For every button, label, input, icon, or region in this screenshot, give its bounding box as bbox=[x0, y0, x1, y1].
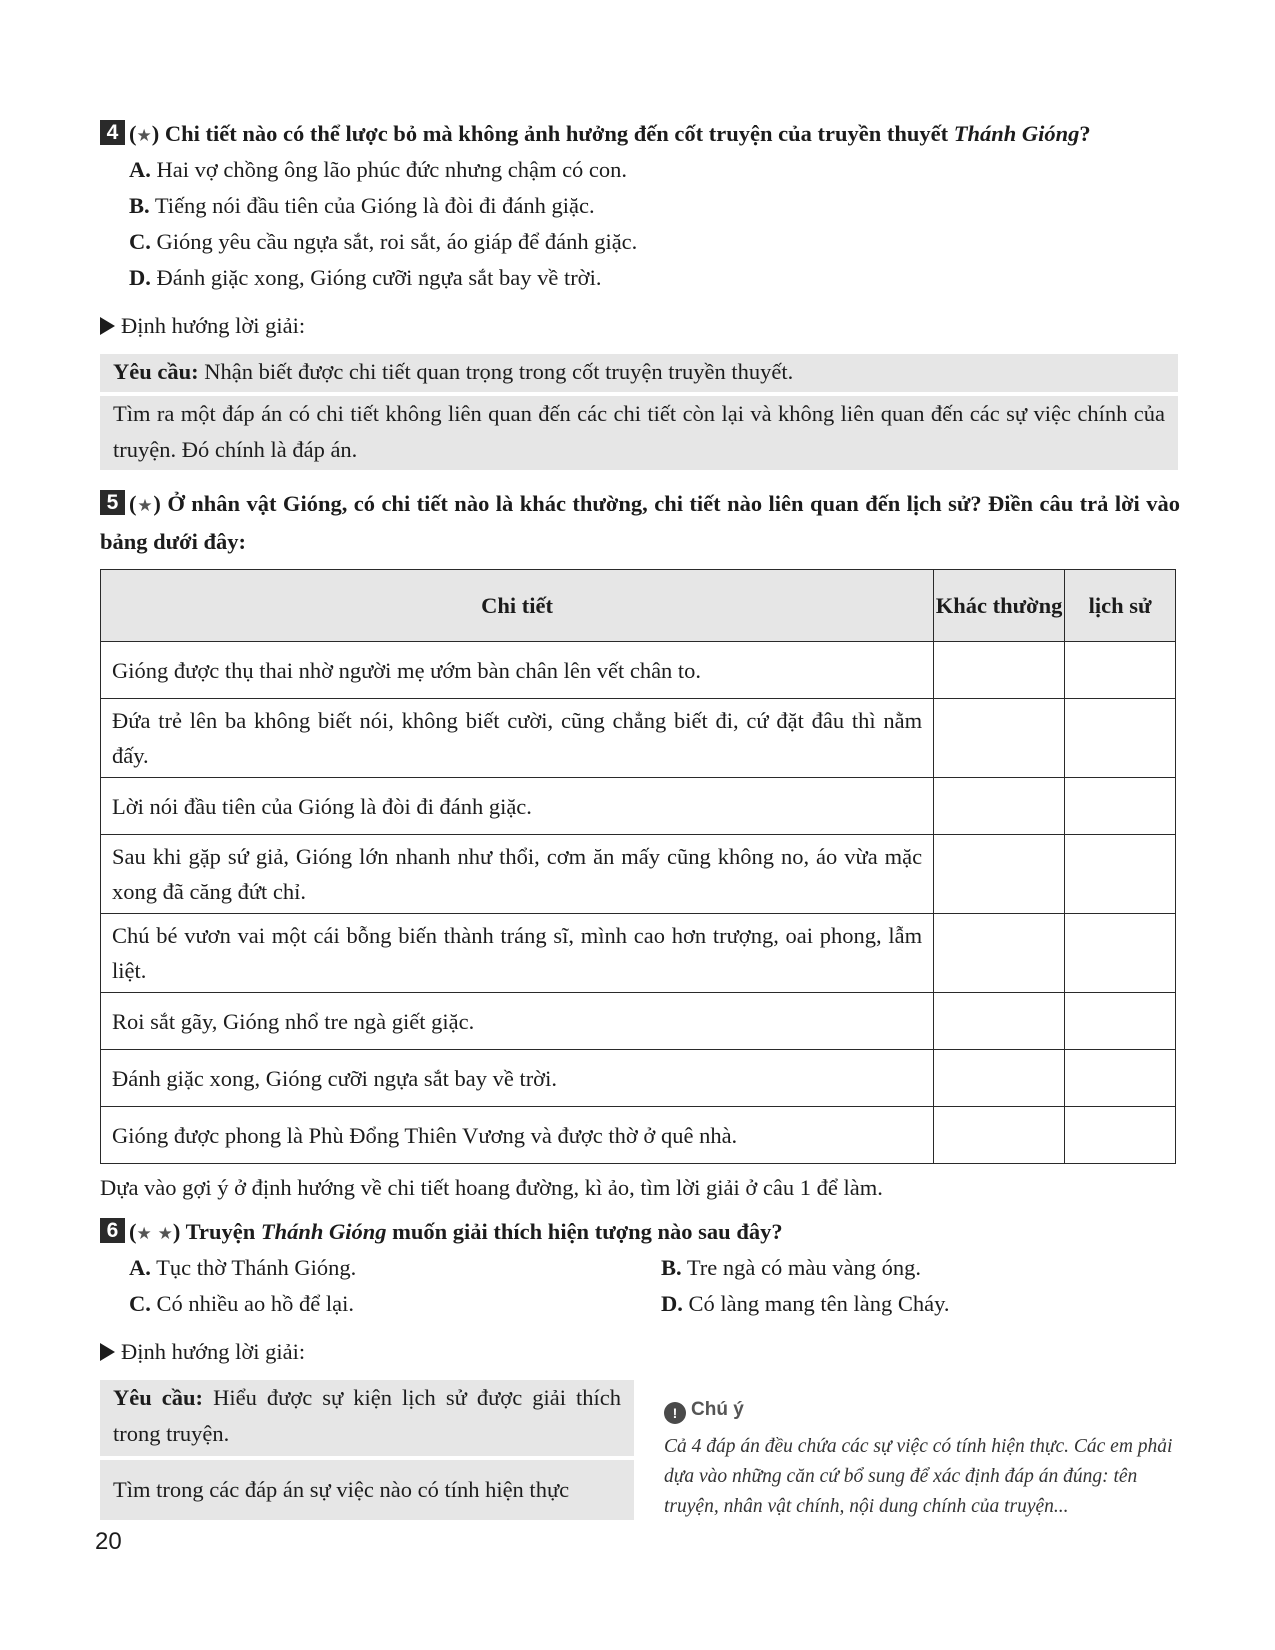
history-answer-cell[interactable] bbox=[1065, 914, 1176, 993]
question-number-badge: 5 bbox=[100, 490, 125, 515]
q4-option-c: C. Gióng yêu cầu ngựa sắt, roi sắt, áo giáp để đánh giặc. bbox=[129, 229, 638, 254]
table-header-row bbox=[101, 570, 1176, 642]
history-answer-cell[interactable] bbox=[1065, 1107, 1176, 1164]
unusual-answer-cell[interactable] bbox=[934, 642, 1065, 699]
star-icon: ★ bbox=[136, 126, 152, 146]
question-4-heading: 4 (★) Chi tiết nào có thể lược bỏ mà không ảnh hưởng đến cốt truyện của truyền thuyết Thánh Gióng? bbox=[100, 116, 1180, 154]
attention-text: Cả 4 đáp án đều chứa các sự việc có tính hiện thực. Các em phải dựa vào những căn cứ bổ sung để xác định đáp án đúng: tên truyện, nhân vật chính, nội dung chính của truyện... bbox=[664, 1436, 1173, 1517]
q6-solution-guide: Định hướng lời giải: bbox=[100, 1334, 305, 1369]
page-number: 20 bbox=[95, 1528, 122, 1555]
question-5-heading: 5 (★) Ở nhân vật Gióng, có chi tiết nào là khác thường, chi tiết nào liên quan đến lịch sử? Điền câu trả lời vào bảng dưới đây: bbox=[100, 491, 1181, 554]
q6-option-c: C. Có nhiều ao hồ để lại. bbox=[129, 1291, 354, 1316]
q6-hint-box: Tìm trong các đáp án sự việc nào có tính hiện thực bbox=[100, 1460, 634, 1520]
history-answer-cell[interactable] bbox=[1065, 1050, 1176, 1107]
story-title: Thánh Gióng bbox=[260, 1219, 387, 1244]
history-answer-cell[interactable] bbox=[1065, 993, 1176, 1050]
history-answer-cell[interactable] bbox=[1065, 699, 1176, 778]
star-icon: ★ bbox=[136, 496, 154, 516]
history-answer-cell[interactable] bbox=[1065, 642, 1176, 699]
table-row: Đánh giặc xong, Gióng cưỡi ngựa sắt bay về trời. bbox=[101, 1050, 1176, 1107]
history-answer-cell[interactable] bbox=[1065, 835, 1176, 914]
q4-requirement-box: Yêu cầu: Nhận biết được chi tiết quan trọng trong cốt truyện truyền thuyết. bbox=[100, 354, 1178, 392]
q4-hint-box: Tìm ra một đáp án có chi tiết không liên quan đến các chi tiết còn lại và không liên quan đến các sự việc chính của truyện. Đó chính là đáp án. bbox=[100, 396, 1178, 470]
question-5-text: Ở nhân vật Gióng, có chi tiết nào là khác thường, chi tiết nào liên quan đến lịch sử? Điền câu trả lời vào bảng dưới đây: bbox=[100, 491, 1181, 554]
header-history: lịch sử bbox=[1065, 570, 1176, 642]
unusual-answer-cell[interactable] bbox=[934, 835, 1065, 914]
table-row: Gióng được phong là Phù Đổng Thiên Vương và được thờ ở quê nhà. bbox=[101, 1107, 1176, 1164]
triangle-bullet-icon bbox=[100, 317, 115, 335]
attention-heading: ! Chú ý bbox=[664, 1396, 744, 1424]
question-6-heading: 6 (★ ★) Truyện Thánh Gióng muốn giải thích hiện tượng nào sau đây? bbox=[100, 1214, 1180, 1252]
story-title: Thánh Gióng bbox=[953, 121, 1080, 146]
question-6-text: Truyện bbox=[185, 1219, 261, 1244]
header-unusual: Khác thường bbox=[934, 570, 1065, 642]
table-row: Gióng được thụ thai nhờ người mẹ ướm bàn chân lên vết chân to. bbox=[101, 642, 1176, 699]
unusual-answer-cell[interactable] bbox=[934, 699, 1065, 778]
unusual-answer-cell[interactable] bbox=[934, 914, 1065, 993]
q4-option-b: B. Tiếng nói đầu tiên của Gióng là đòi đi đánh giặc. bbox=[129, 193, 595, 218]
q6-requirement-box: Yêu cầu: Hiểu được sự kiện lịch sử được giải thích trong truyện. bbox=[100, 1380, 634, 1456]
table-row: Sau khi gặp sứ giả, Gióng lớn nhanh như thổi, cơm ăn mấy cũng không no, áo vừa mặc xong đã căng đứt chỉ. bbox=[101, 835, 1176, 914]
history-answer-cell[interactable] bbox=[1065, 778, 1176, 835]
table-row: Chú bé vươn vai một cái bỗng biến thành tráng sĩ, mình cao hơn trượng, oai phong, lẫm liệt. bbox=[101, 914, 1176, 993]
q4-option-d: D. Đánh giặc xong, Gióng cưỡi ngựa sắt bay về trời. bbox=[129, 265, 602, 290]
star-icon: ★ ★ bbox=[136, 1224, 173, 1244]
q4-option-a: A. Hai vợ chồng ông lão phúc đức nhưng chậm có con. bbox=[129, 157, 628, 182]
table-row: Đứa trẻ lên ba không biết nói, không biết cười, cũng chẳng biết đi, cứ đặt đâu thì nằm đấy. bbox=[101, 699, 1176, 778]
unusual-answer-cell[interactable] bbox=[934, 778, 1065, 835]
unusual-answer-cell[interactable] bbox=[934, 1050, 1065, 1107]
q6-option-d: D. Có làng mang tên làng Cháy. bbox=[661, 1291, 950, 1316]
header-detail: Chi tiết bbox=[101, 570, 934, 642]
q6-option-b: B. Tre ngà có màu vàng óng. bbox=[661, 1255, 921, 1280]
warning-icon: ! bbox=[664, 1402, 686, 1424]
table-row: Lời nói đầu tiên của Gióng là đòi đi đánh giặc. bbox=[101, 778, 1176, 835]
unusual-answer-cell[interactable] bbox=[934, 1107, 1065, 1164]
unusual-answer-cell[interactable] bbox=[934, 993, 1065, 1050]
detail-classification-table bbox=[100, 569, 1176, 1164]
q5-note: Dựa vào gợi ý ở định hướng về chi tiết hoang đường, kì ảo, tìm lời giải ở câu 1 để làm. bbox=[100, 1175, 883, 1200]
q4-solution-guide: Định hướng lời giải: bbox=[100, 308, 305, 343]
triangle-bullet-icon bbox=[100, 1343, 115, 1361]
question-number-badge: 4 bbox=[100, 120, 125, 145]
q6-option-a: A. Tục thờ Thánh Gióng. bbox=[129, 1255, 357, 1280]
question-4-text: Chi tiết nào có thể lược bỏ mà không ảnh hưởng đến cốt truyện của truyền thuyết bbox=[164, 121, 954, 146]
table-row: Roi sắt gãy, Gióng nhổ tre ngà giết giặc. bbox=[101, 993, 1176, 1050]
question-number-badge: 6 bbox=[100, 1218, 125, 1243]
